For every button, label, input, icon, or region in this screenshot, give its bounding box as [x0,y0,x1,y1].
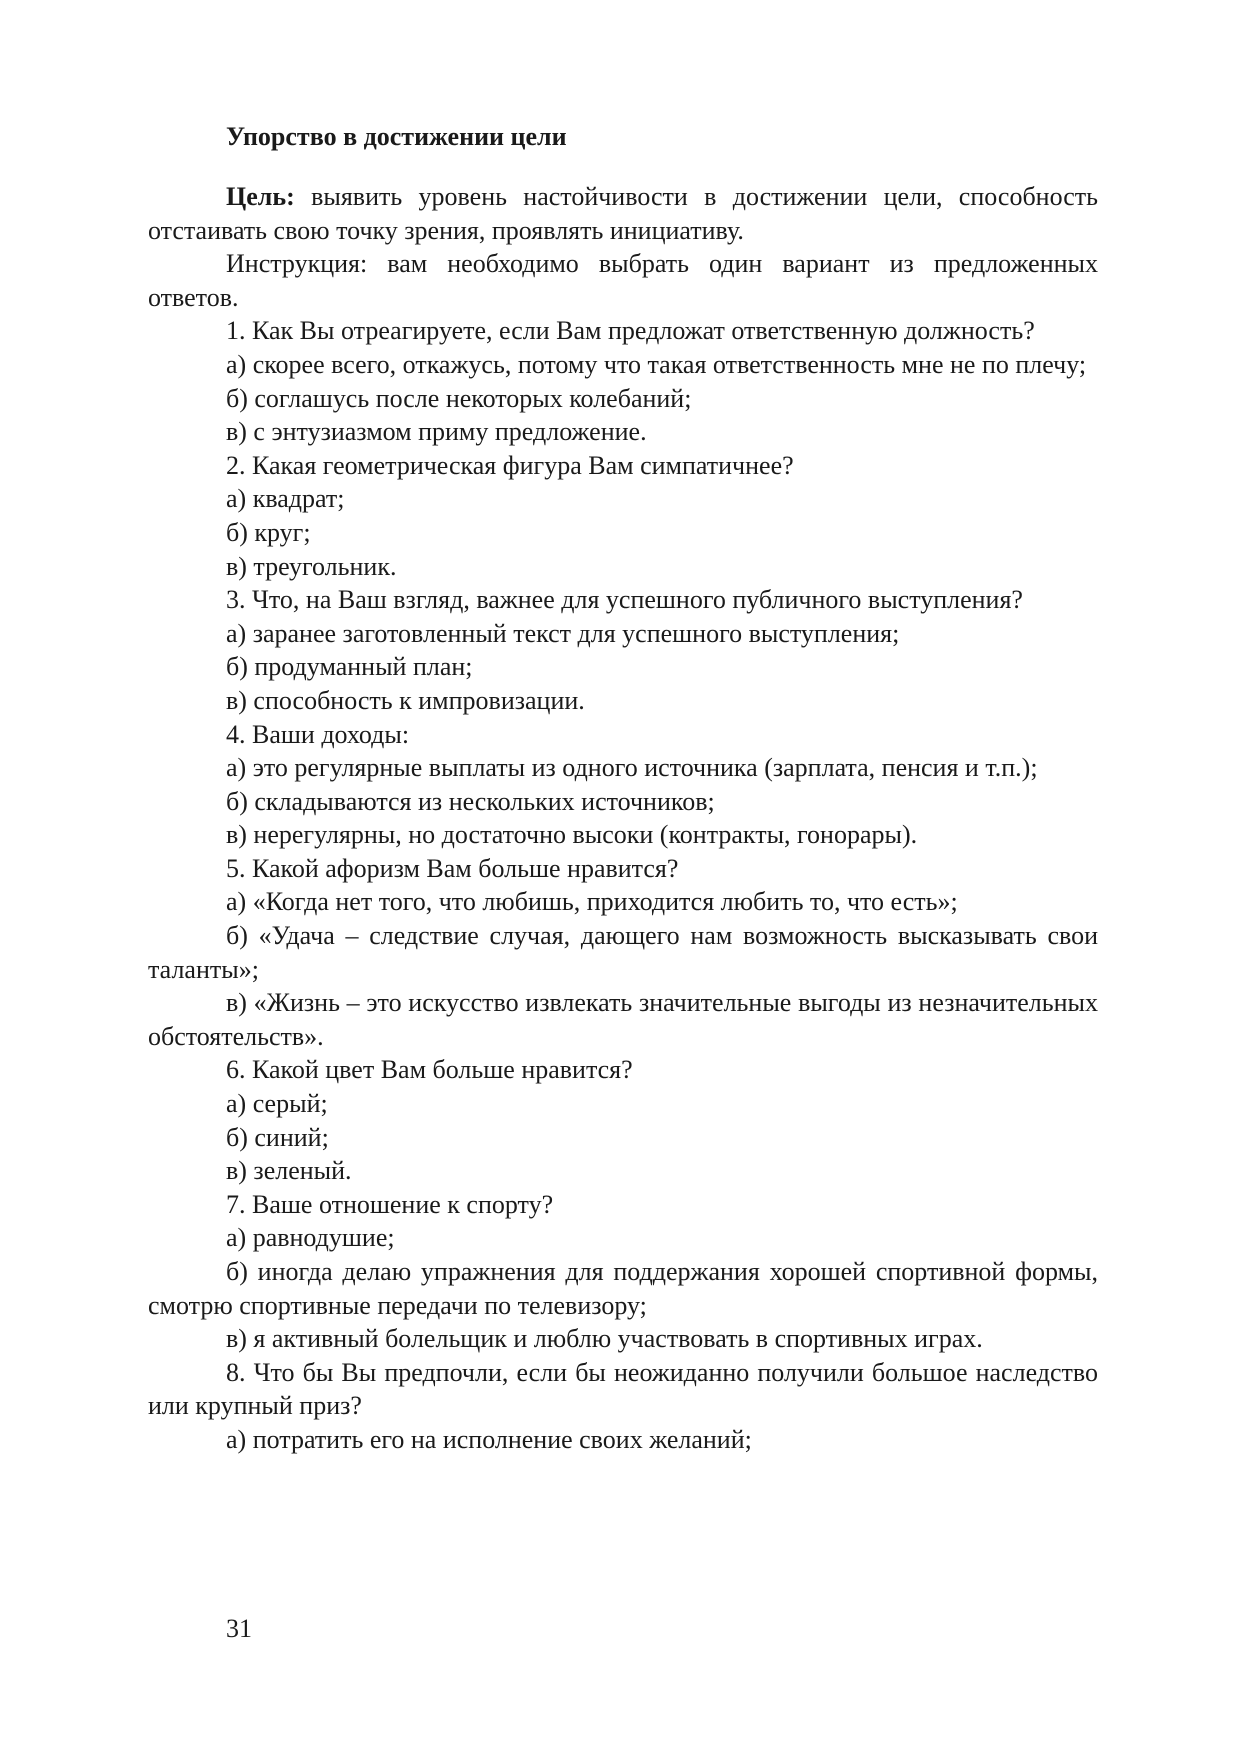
instruction-paragraph: Инструкция: вам необходимо выбрать один вариант из предложенных ответов. [148,249,1098,312]
question-2-option-c: в) треугольник. [226,551,397,581]
question-8-option-a: а) потратить его на исполнение своих желаний; [226,1424,752,1454]
question-7-option-a: а) равнодушие; [226,1223,395,1253]
question-7-option-b: б) иногда делаю упражнения для поддержания хорошей спортивной формы, смотрю спортивные передачи по телевизору; [148,1257,1098,1320]
question-8: 8. Что бы Вы предпочли, если бы неожиданно получили большое наследство или крупный приз? [148,1357,1098,1421]
goal-label: Цель: [226,182,295,211]
goal-paragraph [148,180,1098,247]
question-2-option-b: б) круг; [226,517,311,547]
question-5: 5. Какой афоризм Вам больше нравится? [226,853,679,883]
page-title: Упорство в достижении цели [226,122,567,151]
document-body [148,180,1098,1457]
question-7-option-c: в) я активный болельщик и люблю участвовать в спортивных играх. [226,1324,983,1354]
question-7: 7. Ваше отношение к спорту? [226,1189,554,1219]
question-6-option-b: б) синий; [226,1122,329,1152]
question-5-option-c: в) «Жизнь – это искусство извлекать значительные выгоды из незначительных обстоятельств». [148,988,1098,1051]
question-1-option-c: в) с энтузиазмом приму предложение. [226,417,647,447]
question-4-option-a: а) это регулярные выплаты из одного источника (зарплата, пенсия и т.п.); [226,753,1038,783]
question-3: 3. Что, на Ваш взгляд, важнее для успешного публичного выступления? [226,585,1023,615]
question-2: 2. Какая геометрическая фигура Вам симпатичнее? [226,450,794,480]
question-1-option-a: а) скорее всего, откажусь, потому что такая ответственность мне не по плечу; [226,349,1087,379]
question-5-option-a: а) «Когда нет того, что любишь, приходится любить то, что есть»; [226,887,958,917]
question-3-option-b: б) продуманный план; [226,652,473,682]
question-5-option-b: б) «Удача – следствие случая, дающего нам возможность высказывать свои таланты»; [148,921,1098,984]
question-3-option-c: в) способность к импровизации. [226,685,585,715]
question-6-option-a: а) серый; [226,1089,328,1119]
question-2-option-a: а) квадрат; [226,484,345,514]
question-4-option-b: б) складываются из нескольких источников; [226,786,715,816]
question-1: 1. Как Вы отреагируете, если Вам предложат ответственную должность? [226,316,1035,346]
question-6: 6. Какой цвет Вам больше нравится? [226,1055,633,1085]
goal-text: выявить уровень настойчивости в достижении цели, способность отстаивать свою точку зрения, проявлять инициативу. [148,182,1098,245]
page-number: 31 [226,1614,252,1643]
question-1-option-b: б) соглашусь после некоторых колебаний; [226,383,692,413]
question-4-option-c: в) нерегулярны, но достаточно высоки (контракты, гонорары). [226,820,918,850]
question-4: 4. Ваши доходы: [226,719,410,749]
question-3-option-a: а) заранее заготовленный текст для успешного выступления; [226,618,900,648]
question-6-option-c: в) зеленый. [226,1156,352,1186]
